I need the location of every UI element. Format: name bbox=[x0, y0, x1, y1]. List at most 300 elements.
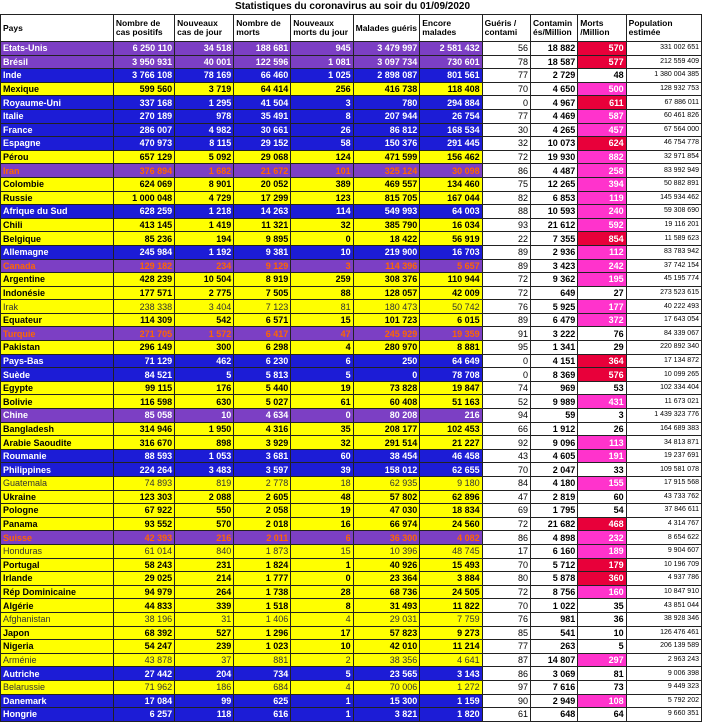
value-cell: 624 bbox=[578, 137, 626, 151]
value-cell: 19 359 bbox=[420, 327, 482, 341]
value-cell: 89 bbox=[482, 259, 530, 273]
value-cell: 19 bbox=[291, 504, 353, 518]
value-cell: 376 894 bbox=[113, 164, 174, 178]
value-cell: 6 417 bbox=[234, 327, 291, 341]
value-cell: 34 518 bbox=[175, 42, 234, 56]
value-cell: 9 381 bbox=[234, 245, 291, 259]
value-cell: 114 396 bbox=[353, 259, 420, 273]
value-cell: 188 681 bbox=[234, 42, 291, 56]
value-cell: 78 bbox=[482, 55, 530, 69]
value-cell: 67 564 000 bbox=[626, 123, 701, 137]
value-cell: 3 069 bbox=[530, 667, 577, 681]
value-cell: 67 922 bbox=[113, 504, 174, 518]
value-cell: 16 bbox=[291, 517, 353, 531]
value-cell: 86 bbox=[482, 667, 530, 681]
value-cell: 224 264 bbox=[113, 463, 174, 477]
value-cell: 88 593 bbox=[113, 449, 174, 463]
table-row bbox=[1, 708, 702, 722]
value-cell: 1 419 bbox=[175, 218, 234, 232]
value-cell: 4 967 bbox=[530, 96, 577, 110]
value-cell: 1 081 bbox=[291, 55, 353, 69]
value-cell: 47 bbox=[291, 327, 353, 341]
table-row bbox=[1, 544, 702, 558]
value-cell: 84 339 067 bbox=[626, 327, 701, 341]
value-cell: 99 bbox=[175, 694, 234, 708]
value-cell: 657 129 bbox=[113, 150, 174, 164]
value-cell: 48 bbox=[291, 490, 353, 504]
table-row bbox=[1, 667, 702, 681]
value-cell: 7 759 bbox=[420, 612, 482, 626]
value-cell: 87 bbox=[482, 653, 530, 667]
value-cell: 394 bbox=[578, 177, 626, 191]
country-cell: Mexique bbox=[1, 82, 114, 96]
table-row bbox=[1, 327, 702, 341]
value-cell: 86 bbox=[482, 531, 530, 545]
value-cell: 264 bbox=[175, 585, 234, 599]
value-cell: 8 bbox=[291, 109, 353, 123]
value-cell: 118 408 bbox=[420, 82, 482, 96]
value-cell: 470 973 bbox=[113, 137, 174, 151]
value-cell: 21 612 bbox=[530, 218, 577, 232]
table-row bbox=[1, 558, 702, 572]
country-cell: Irak bbox=[1, 300, 114, 314]
value-cell: 204 bbox=[175, 667, 234, 681]
value-cell: 4 605 bbox=[530, 449, 577, 463]
value-cell: 6 bbox=[291, 531, 353, 545]
value-cell: 42 009 bbox=[420, 286, 482, 300]
value-cell: 314 946 bbox=[113, 422, 174, 436]
value-cell: 101 bbox=[291, 164, 353, 178]
value-cell: 969 bbox=[530, 381, 577, 395]
value-cell: 1 572 bbox=[175, 327, 234, 341]
value-cell: 19 237 691 bbox=[626, 449, 701, 463]
value-cell: 46 458 bbox=[420, 449, 482, 463]
country-cell: Guatemala bbox=[1, 477, 114, 491]
value-cell: 80 bbox=[482, 572, 530, 586]
country-cell: Espagne bbox=[1, 137, 114, 151]
value-cell: 53 bbox=[578, 381, 626, 395]
value-cell: 0 bbox=[482, 368, 530, 382]
value-cell: 630 bbox=[175, 395, 234, 409]
value-cell: 0 bbox=[291, 572, 353, 586]
value-cell: 134 460 bbox=[420, 177, 482, 191]
value-cell: 5 bbox=[578, 640, 626, 654]
value-cell: 9 895 bbox=[234, 232, 291, 246]
value-cell: 6 257 bbox=[113, 708, 174, 722]
value-cell: 239 bbox=[175, 640, 234, 654]
value-cell: 58 bbox=[291, 137, 353, 151]
value-cell: 7 355 bbox=[530, 232, 577, 246]
value-cell: 72 bbox=[482, 150, 530, 164]
value-cell: 1 795 bbox=[530, 504, 577, 518]
value-cell: 6 853 bbox=[530, 191, 577, 205]
value-cell: 38 454 bbox=[353, 449, 420, 463]
country-cell: Afrique du Sud bbox=[1, 205, 114, 219]
value-cell: 2 936 bbox=[530, 245, 577, 259]
value-cell: 155 bbox=[578, 477, 626, 491]
value-cell: 8 369 bbox=[530, 368, 577, 382]
value-cell: 21 682 bbox=[530, 517, 577, 531]
value-cell: 126 476 461 bbox=[626, 626, 701, 640]
value-cell: 29 bbox=[578, 341, 626, 355]
value-cell: 69 bbox=[482, 504, 530, 518]
value-cell: 95 bbox=[482, 341, 530, 355]
sheet-title: Statistiques du coronavirus au soir du 01/09/2020 bbox=[234, 1, 471, 12]
value-cell: 840 bbox=[175, 544, 234, 558]
value-cell: 471 599 bbox=[353, 150, 420, 164]
value-cell: 232 bbox=[578, 531, 626, 545]
value-cell: 70 bbox=[482, 599, 530, 613]
value-cell: 26 bbox=[578, 422, 626, 436]
country-cell: Pakistan bbox=[1, 341, 114, 355]
table-row bbox=[1, 531, 702, 545]
value-cell: 60 bbox=[578, 490, 626, 504]
value-cell: 5 792 202 bbox=[626, 694, 701, 708]
value-cell: 4 bbox=[291, 680, 353, 694]
value-cell: 3 884 bbox=[420, 572, 482, 586]
value-cell: 101 723 bbox=[353, 313, 420, 327]
value-cell: 70 bbox=[482, 82, 530, 96]
value-cell: 35 bbox=[291, 422, 353, 436]
table-row bbox=[1, 572, 702, 586]
value-cell: 625 bbox=[234, 694, 291, 708]
value-cell: 88 bbox=[291, 286, 353, 300]
value-cell: 245 929 bbox=[353, 327, 420, 341]
value-cell: 2 011 bbox=[234, 531, 291, 545]
value-cell: 3 bbox=[291, 259, 353, 273]
table-row bbox=[1, 490, 702, 504]
value-cell: 60 461 826 bbox=[626, 109, 701, 123]
value-cell: 898 bbox=[175, 436, 234, 450]
value-cell: 29 025 bbox=[113, 572, 174, 586]
table-row bbox=[1, 191, 702, 205]
value-cell: 1 950 bbox=[175, 422, 234, 436]
value-cell: 102 453 bbox=[420, 422, 482, 436]
stats-table bbox=[0, 14, 702, 722]
value-cell: 17 299 bbox=[234, 191, 291, 205]
value-cell: 78 708 bbox=[420, 368, 482, 382]
country-cell: Pérou bbox=[1, 150, 114, 164]
value-cell: 611 bbox=[578, 96, 626, 110]
value-cell: 179 bbox=[578, 558, 626, 572]
value-cell: 99 115 bbox=[113, 381, 174, 395]
value-cell: 9 904 607 bbox=[626, 544, 701, 558]
table-row bbox=[1, 82, 702, 96]
value-cell: 50 742 bbox=[420, 300, 482, 314]
value-cell: 62 935 bbox=[353, 477, 420, 491]
value-cell: 48 bbox=[578, 69, 626, 83]
value-cell: 3 719 bbox=[175, 82, 234, 96]
value-cell: 68 392 bbox=[113, 626, 174, 640]
table-row bbox=[1, 55, 702, 69]
value-cell: 4 937 786 bbox=[626, 572, 701, 586]
value-cell: 1 023 bbox=[234, 640, 291, 654]
value-cell: 21 227 bbox=[420, 436, 482, 450]
value-cell: 6 250 110 bbox=[113, 42, 174, 56]
value-cell: 416 738 bbox=[353, 82, 420, 96]
value-cell: 216 bbox=[175, 531, 234, 545]
value-cell: 2 949 bbox=[530, 694, 577, 708]
value-cell: 0 bbox=[291, 232, 353, 246]
value-cell: 72 bbox=[482, 273, 530, 287]
table-row bbox=[1, 517, 702, 531]
value-cell: 4 898 bbox=[530, 531, 577, 545]
value-cell: 19 116 201 bbox=[626, 218, 701, 232]
value-cell: 38 356 bbox=[353, 653, 420, 667]
table-row bbox=[1, 137, 702, 151]
value-cell: 177 571 bbox=[113, 286, 174, 300]
value-cell: 27 442 bbox=[113, 667, 174, 681]
value-cell: 129 182 bbox=[113, 259, 174, 273]
value-cell: 128 932 753 bbox=[626, 82, 701, 96]
table-row bbox=[1, 150, 702, 164]
value-cell: 297 bbox=[578, 653, 626, 667]
value-cell: 90 bbox=[482, 694, 530, 708]
value-cell: 164 689 383 bbox=[626, 422, 701, 436]
column-header: Nouveaux cas de jour bbox=[175, 15, 234, 42]
value-cell: 4 082 bbox=[420, 531, 482, 545]
column-header: Contamin és/Million bbox=[530, 15, 577, 42]
value-cell: 4 314 767 bbox=[626, 517, 701, 531]
country-cell: Arménie bbox=[1, 653, 114, 667]
value-cell: 22 bbox=[482, 232, 530, 246]
value-cell: 5 092 bbox=[175, 150, 234, 164]
value-cell: 35 491 bbox=[234, 109, 291, 123]
value-cell: 2 963 243 bbox=[626, 653, 701, 667]
country-cell: Etats-Unis bbox=[1, 42, 114, 56]
value-cell: 176 bbox=[175, 381, 234, 395]
value-cell: 1 777 bbox=[234, 572, 291, 586]
value-cell: 296 149 bbox=[113, 341, 174, 355]
value-cell: 245 984 bbox=[113, 245, 174, 259]
value-cell: 10 099 265 bbox=[626, 368, 701, 382]
table-row bbox=[1, 42, 702, 56]
value-cell: 52 bbox=[482, 395, 530, 409]
value-cell: 12 265 bbox=[530, 177, 577, 191]
value-cell: 18 834 bbox=[420, 504, 482, 518]
country-cell: Irlande bbox=[1, 572, 114, 586]
value-cell: 10 396 bbox=[353, 544, 420, 558]
table-row bbox=[1, 463, 702, 477]
value-cell: 616 bbox=[234, 708, 291, 722]
value-cell: 10 bbox=[291, 640, 353, 654]
value-cell: 77 bbox=[482, 69, 530, 83]
value-cell: 17 084 bbox=[113, 694, 174, 708]
value-cell: 38 928 346 bbox=[626, 612, 701, 626]
value-cell: 1 bbox=[291, 694, 353, 708]
value-cell: 10 bbox=[175, 409, 234, 423]
country-cell: Chili bbox=[1, 218, 114, 232]
table-row bbox=[1, 422, 702, 436]
country-cell: Autriche bbox=[1, 667, 114, 681]
country-cell: Panama bbox=[1, 517, 114, 531]
table-row bbox=[1, 205, 702, 219]
value-cell: 219 900 bbox=[353, 245, 420, 259]
value-cell: 41 504 bbox=[234, 96, 291, 110]
value-cell: 38 196 bbox=[113, 612, 174, 626]
value-cell: 19 930 bbox=[530, 150, 577, 164]
value-cell: 40 222 493 bbox=[626, 300, 701, 314]
value-cell: 70 006 bbox=[353, 680, 420, 694]
country-cell: Turquie bbox=[1, 327, 114, 341]
value-cell: 2 729 bbox=[530, 69, 577, 83]
value-cell: 74 bbox=[482, 381, 530, 395]
value-cell: 110 944 bbox=[420, 273, 482, 287]
value-cell: 3 bbox=[578, 409, 626, 423]
value-cell: 801 561 bbox=[420, 69, 482, 83]
value-cell: 413 145 bbox=[113, 218, 174, 232]
value-cell: 360 bbox=[578, 572, 626, 586]
value-cell: 11 589 623 bbox=[626, 232, 701, 246]
value-cell: 37 742 154 bbox=[626, 259, 701, 273]
value-cell: 42 010 bbox=[353, 640, 420, 654]
value-cell: 43 733 762 bbox=[626, 490, 701, 504]
value-cell: 4 265 bbox=[530, 123, 577, 137]
value-cell: 4 469 bbox=[530, 109, 577, 123]
value-cell: 124 bbox=[291, 150, 353, 164]
value-cell: 4 634 bbox=[234, 409, 291, 423]
value-cell: 156 462 bbox=[420, 150, 482, 164]
value-cell: 67 886 011 bbox=[626, 96, 701, 110]
country-cell: Suède bbox=[1, 368, 114, 382]
value-cell: 550 bbox=[175, 504, 234, 518]
value-cell: 58 243 bbox=[113, 558, 174, 572]
value-cell: 10 847 910 bbox=[626, 585, 701, 599]
value-cell: 93 bbox=[482, 218, 530, 232]
value-cell: 29 031 bbox=[353, 612, 420, 626]
country-cell: Royaume-Uni bbox=[1, 96, 114, 110]
value-cell: 24 560 bbox=[420, 517, 482, 531]
value-cell: 7 123 bbox=[234, 300, 291, 314]
value-cell: 2 819 bbox=[530, 490, 577, 504]
value-cell: 61 014 bbox=[113, 544, 174, 558]
value-cell: 5 bbox=[291, 667, 353, 681]
table-row bbox=[1, 612, 702, 626]
value-cell: 3 143 bbox=[420, 667, 482, 681]
value-cell: 8 881 bbox=[420, 341, 482, 355]
value-cell: 1 380 004 385 bbox=[626, 69, 701, 83]
value-cell: 216 bbox=[420, 409, 482, 423]
value-cell: 3 929 bbox=[234, 436, 291, 450]
value-cell: 624 069 bbox=[113, 177, 174, 191]
value-cell: 2 778 bbox=[234, 477, 291, 491]
value-cell: 59 308 690 bbox=[626, 205, 701, 219]
value-cell: 0 bbox=[291, 409, 353, 423]
country-cell: Argentine bbox=[1, 273, 114, 287]
value-cell: 263 bbox=[530, 640, 577, 654]
value-cell: 77 bbox=[482, 640, 530, 654]
value-cell: 5 657 bbox=[420, 259, 482, 273]
value-cell: 1 341 bbox=[530, 341, 577, 355]
value-cell: 45 195 774 bbox=[626, 273, 701, 287]
value-cell: 294 884 bbox=[420, 96, 482, 110]
value-cell: 177 bbox=[578, 300, 626, 314]
table-row bbox=[1, 449, 702, 463]
value-cell: 1 022 bbox=[530, 599, 577, 613]
value-cell: 30 661 bbox=[234, 123, 291, 137]
value-cell: 577 bbox=[578, 55, 626, 69]
value-cell: 47 bbox=[482, 490, 530, 504]
country-cell: Iran bbox=[1, 164, 114, 178]
value-cell: 56 919 bbox=[420, 232, 482, 246]
value-cell: 83 783 942 bbox=[626, 245, 701, 259]
value-cell: 8 919 bbox=[234, 273, 291, 287]
value-cell: 112 bbox=[578, 245, 626, 259]
value-cell: 32 bbox=[482, 137, 530, 151]
column-header: Nombre de cas positifs bbox=[113, 15, 174, 42]
country-cell: Japon bbox=[1, 626, 114, 640]
table-row bbox=[1, 381, 702, 395]
country-cell: Indonésie bbox=[1, 286, 114, 300]
value-cell: 47 030 bbox=[353, 504, 420, 518]
value-cell: 61 bbox=[482, 708, 530, 722]
table-row bbox=[1, 286, 702, 300]
value-cell: 76 bbox=[482, 612, 530, 626]
value-cell: 160 bbox=[578, 585, 626, 599]
value-cell: 2 581 432 bbox=[420, 42, 482, 56]
value-cell: 469 557 bbox=[353, 177, 420, 191]
value-cell: 36 300 bbox=[353, 531, 420, 545]
value-cell: 85 236 bbox=[113, 232, 174, 246]
table-row bbox=[1, 368, 702, 382]
value-cell: 2 058 bbox=[234, 504, 291, 518]
table-row bbox=[1, 640, 702, 654]
value-cell: 75 bbox=[482, 177, 530, 191]
table-row bbox=[1, 232, 702, 246]
value-cell: 15 bbox=[291, 544, 353, 558]
country-cell: Italie bbox=[1, 109, 114, 123]
value-cell: 2 bbox=[291, 653, 353, 667]
value-cell: 35 bbox=[578, 599, 626, 613]
value-cell: 882 bbox=[578, 150, 626, 164]
table-row bbox=[1, 477, 702, 491]
value-cell: 43 878 bbox=[113, 653, 174, 667]
value-cell: 66 460 bbox=[234, 69, 291, 83]
value-cell: 73 828 bbox=[353, 381, 420, 395]
value-cell: 684 bbox=[234, 680, 291, 694]
column-header: Malades guéris bbox=[353, 15, 420, 42]
value-cell: 9 096 bbox=[530, 436, 577, 450]
value-cell: 9 180 bbox=[420, 477, 482, 491]
value-cell: 76 bbox=[482, 300, 530, 314]
value-cell: 3 483 bbox=[175, 463, 234, 477]
value-cell: 431 bbox=[578, 395, 626, 409]
table-row bbox=[1, 504, 702, 518]
value-cell: 77 bbox=[482, 109, 530, 123]
value-cell: 854 bbox=[578, 232, 626, 246]
value-cell: 113 bbox=[578, 436, 626, 450]
value-cell: 81 bbox=[291, 300, 353, 314]
value-cell: 64 bbox=[578, 708, 626, 722]
value-cell: 74 893 bbox=[113, 477, 174, 491]
value-cell: 1 682 bbox=[175, 164, 234, 178]
value-cell: 62 896 bbox=[420, 490, 482, 504]
value-cell: 1 824 bbox=[234, 558, 291, 572]
value-cell: 8 115 bbox=[175, 137, 234, 151]
value-cell: 27 bbox=[578, 286, 626, 300]
table-row bbox=[1, 585, 702, 599]
value-cell: 64 649 bbox=[420, 354, 482, 368]
value-cell: 108 bbox=[578, 694, 626, 708]
country-cell: Allemagne bbox=[1, 245, 114, 259]
value-cell: 4 729 bbox=[175, 191, 234, 205]
value-cell: 10 196 709 bbox=[626, 558, 701, 572]
value-cell: 5 bbox=[175, 368, 234, 382]
value-cell: 978 bbox=[175, 109, 234, 123]
value-cell: 1 025 bbox=[291, 69, 353, 83]
value-cell: 43 bbox=[482, 449, 530, 463]
value-cell: 259 bbox=[291, 273, 353, 287]
